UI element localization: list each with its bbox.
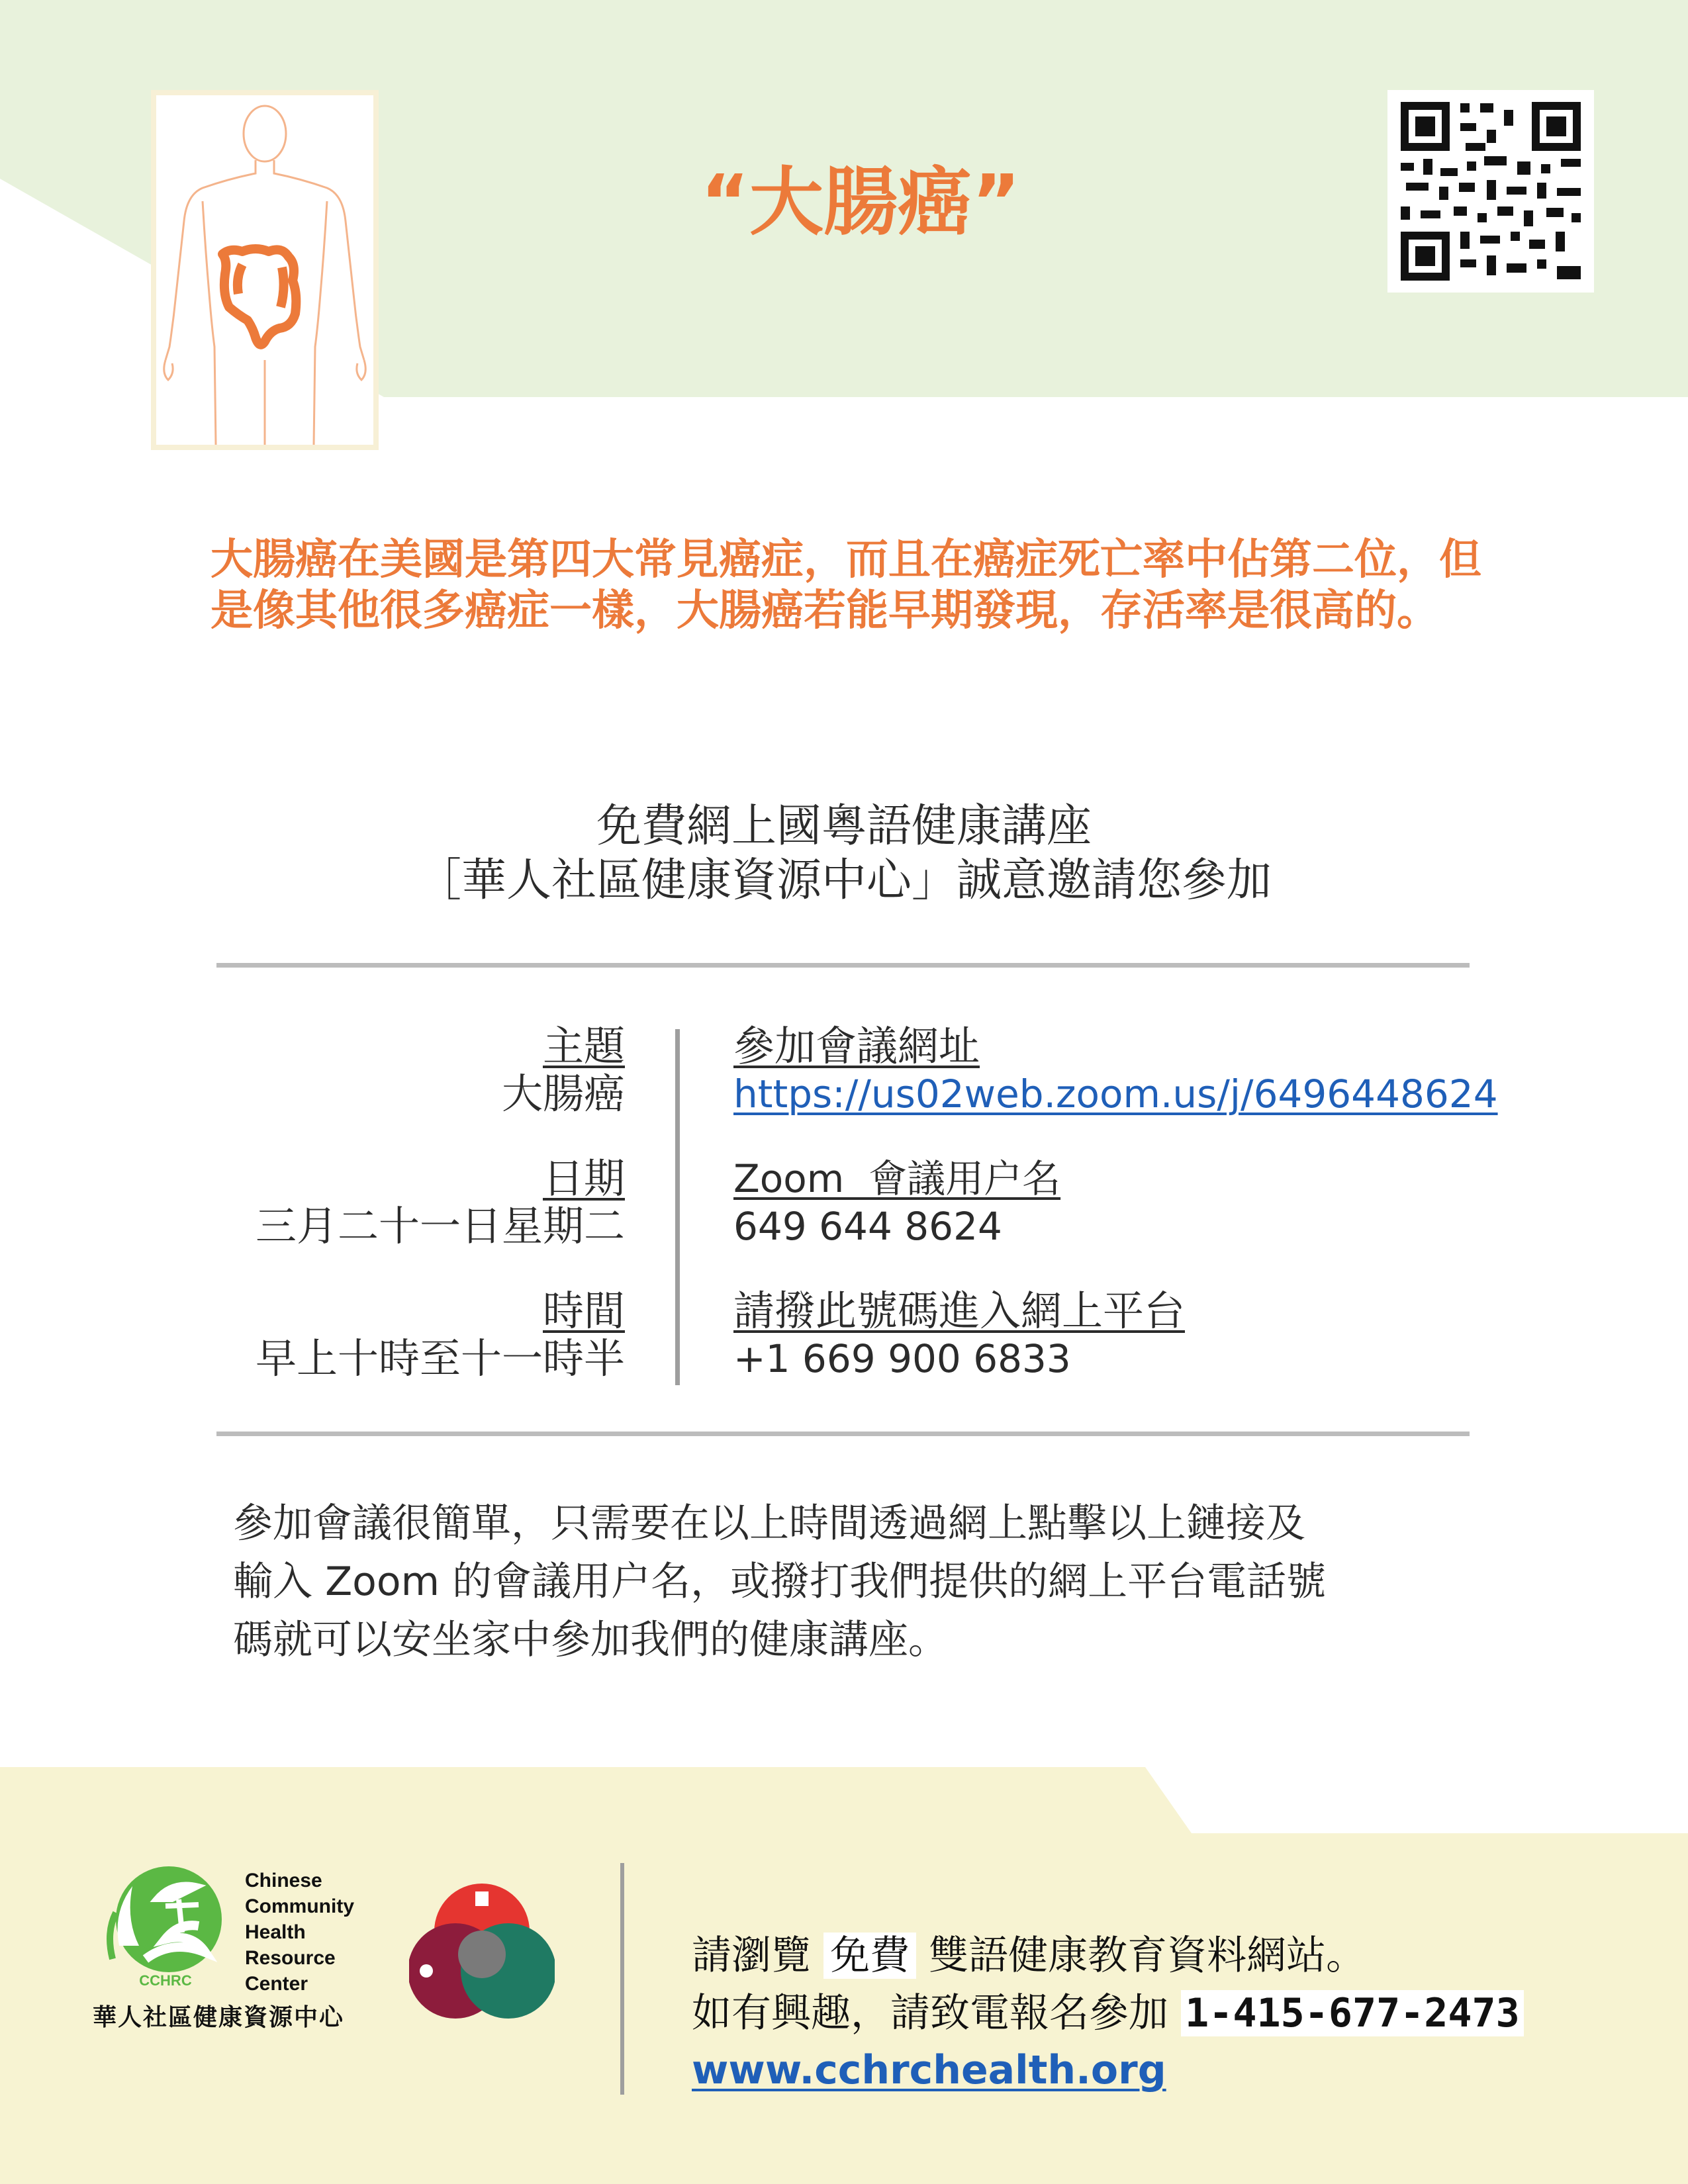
time-value: 早上十時至十一時半 bbox=[255, 1334, 625, 1383]
meeting-url-label: 參加會議網址 bbox=[733, 1022, 980, 1070]
invitation-line-2: ［華人社區健康資源中心」誠意邀請您參加 bbox=[416, 854, 1272, 907]
org-name-line: Center bbox=[245, 1973, 308, 1995]
detail-meeting-id bbox=[733, 1155, 1060, 1250]
meeting-url-link[interactable]: https://us02web.zoom.us/j/6496448624 bbox=[733, 1071, 1498, 1116]
instructions-line-2: 輸入 Zoom 的會議用户名，或撥打我們提供的網上平台電話號 bbox=[233, 1559, 1327, 1605]
logo-abbreviation: CCHRC bbox=[139, 1972, 192, 1989]
org-name-line: Resource bbox=[245, 1947, 336, 1969]
detail-dial-in bbox=[733, 1287, 1185, 1383]
column-divider bbox=[675, 1029, 680, 1385]
invitation-line-1: 免費網上國粵語健康講座 bbox=[596, 800, 1092, 852]
meeting-id-label: Zoom 會議用户名 bbox=[733, 1156, 1061, 1201]
qr-code[interactable] bbox=[1387, 90, 1594, 293]
cchp-jade-partner-logo bbox=[409, 1878, 555, 2024]
phone-number[interactable]: 1-415-677-2473 bbox=[1181, 1990, 1524, 2036]
org-name-line: Health bbox=[245, 1921, 306, 1943]
footer-line-1 bbox=[692, 1929, 1366, 1982]
footer-divider bbox=[620, 1863, 624, 2095]
detail-time bbox=[256, 1287, 625, 1383]
divider-bottom bbox=[216, 1432, 1470, 1436]
date-value: 三月二十一日星期二 bbox=[255, 1202, 625, 1250]
detail-meeting-url bbox=[733, 1023, 1498, 1118]
footer-line-3 bbox=[692, 2044, 1166, 2097]
free-badge: 免費 bbox=[823, 1933, 916, 1979]
org-name-line: Chinese bbox=[245, 1870, 322, 1891]
website-link[interactable]: www.cchrchealth.org bbox=[692, 2047, 1166, 2093]
footer-line-2 bbox=[692, 1987, 1524, 2040]
divider-top bbox=[216, 963, 1470, 968]
org-name-chinese: 華人社區健康資源中心 bbox=[93, 2003, 345, 2031]
org-name-english bbox=[245, 1868, 354, 1997]
detail-topic bbox=[502, 1023, 625, 1118]
instructions-line-3: 碼就可以安坐家中參加我們的健康講座。 bbox=[233, 1617, 948, 1663]
website-desc: 雙語健康教育資料網站。 bbox=[929, 1933, 1366, 1979]
org-name-line: Community bbox=[245, 1895, 354, 1917]
browse-text: 請瀏覽 bbox=[692, 1933, 811, 1979]
dial-in-value: +1 669 900 6833 bbox=[733, 1336, 1071, 1381]
date-label: 日期 bbox=[542, 1154, 625, 1203]
time-label: 時間 bbox=[542, 1287, 625, 1335]
page-title: “大腸癌” bbox=[700, 159, 1021, 246]
instructions-line-1: 參加會議很簡單，只需要在以上時間透過網上點擊以上鏈接及 bbox=[233, 1500, 1305, 1547]
human-body-colon-icon bbox=[151, 90, 379, 450]
invitation-block bbox=[199, 799, 1489, 908]
dial-in-label: 請撥此號碼進入網上平台 bbox=[733, 1287, 1186, 1335]
intro-paragraph: 大腸癌在美國是第四大常見癌症，而且在癌症死亡率中佔第二位，但是像其他很多癌症一樣，大腸癌若能早期發現，存活率是很高的。 bbox=[211, 535, 1481, 635]
instructions-paragraph bbox=[233, 1494, 1477, 1669]
register-text: 如有興趣，請致電報名參加 bbox=[692, 1990, 1168, 2036]
meeting-id-value: 649 644 8624 bbox=[733, 1204, 1002, 1249]
topic-label: 主題 bbox=[542, 1022, 625, 1070]
topic-value: 大腸癌 bbox=[501, 1069, 625, 1118]
detail-date bbox=[256, 1155, 625, 1250]
